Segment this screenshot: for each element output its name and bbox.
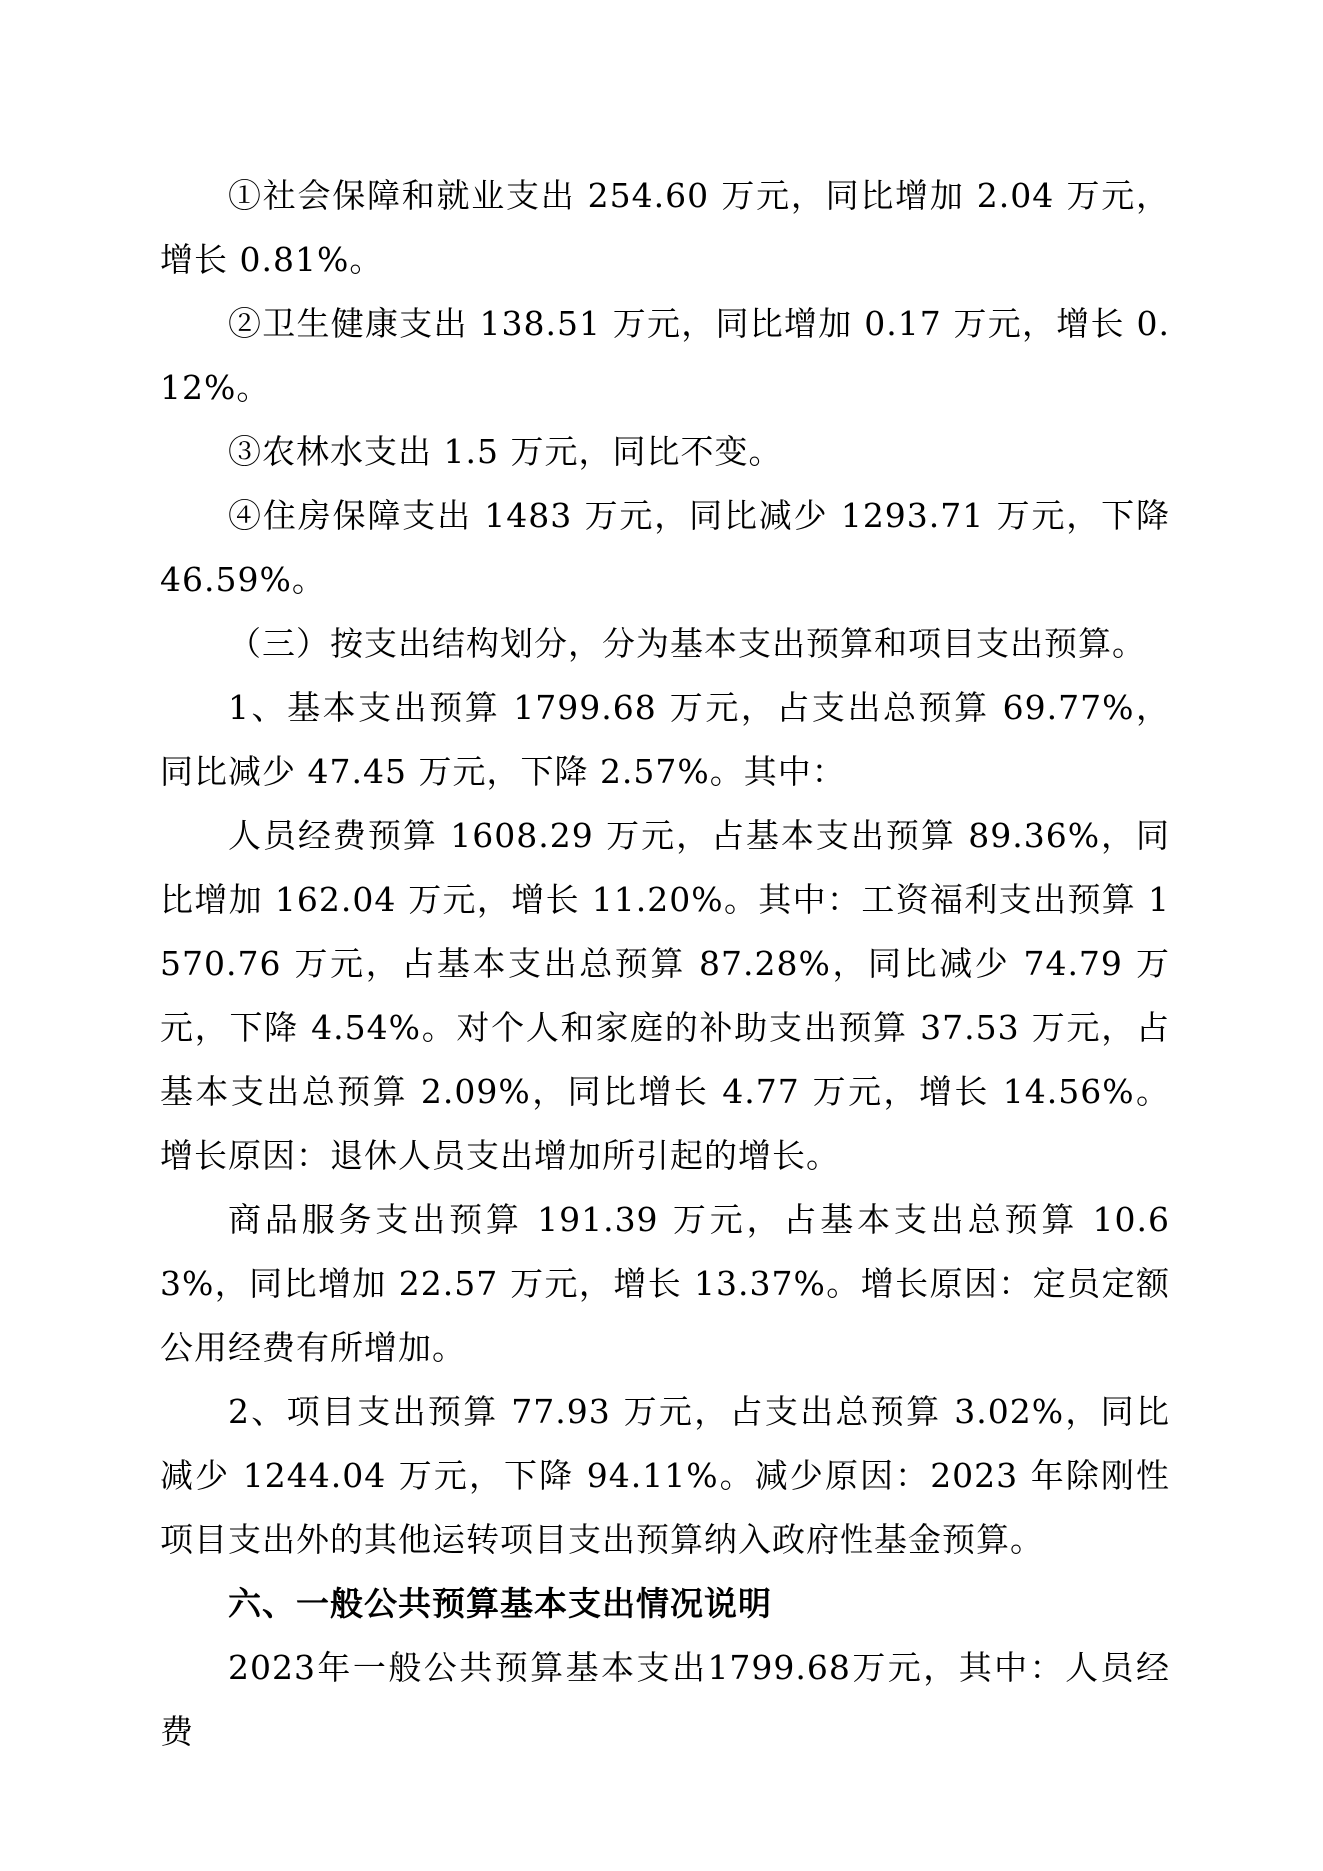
paragraph-goods-services: 商品服务支出预算 191.39 万元，占基本支出总预算 10.63%，同比增加 22.57 万元，增长 13.37%。增长原因：定员定额公用经费有所增加。	[160, 1200, 1170, 1367]
paragraph-general-budget: 2023年一般公共预算基本支出1799.68万元，其中：人员经费	[160, 1648, 1170, 1751]
paragraph-structure-intro: （三）按支出结构划分，分为基本支出预算和项目支出预算。	[228, 624, 1146, 663]
section-heading: 六、一般公共预算基本支出情况说明	[228, 1584, 772, 1623]
document-body	[160, 164, 1170, 1764]
paragraph-project-expenditure: 2、项目支出预算 77.93 万元，占支出总预算 3.02%，同比减少 1244.04 万元，下降 94.11%。减少原因：2023 年除刚性项目支出外的其他运转项目支出预算纳入政府性基金预算。	[160, 1392, 1170, 1559]
paragraph-agriculture: ③农林水支出 1.5 万元，同比不变。	[228, 432, 783, 471]
paragraph-housing: ④住房保障支出 1483 万元，同比减少 1293.71 万元，下降 46.59%。	[160, 496, 1170, 599]
paragraph-health: ②卫生健康支出 138.51 万元，同比增加 0.17 万元，增长 0.12%。	[160, 304, 1170, 407]
paragraph-personnel-funds: 人员经费预算 1608.29 万元，占基本支出预算 89.36%，同比增加 162.04 万元，增长 11.20%。其中：工资福利支出预算 1570.76 万元，占基本支出总预算 87.28%，同比减少 74.79 万元，下降 4.54%。对个人和家庭的补助支出预算 37.53 万元，占基本支出总预算 2.09%，同比增长 4.77 万元，增长 14.56%。增长原因：退休人员支出增加所引起的增长。	[160, 816, 1170, 1175]
paragraph-social-security: ①社会保障和就业支出 254.60 万元，同比增加 2.04 万元，增长 0.81%。	[160, 176, 1170, 279]
paragraph-basic-expenditure: 1、基本支出预算 1799.68 万元，占支出总预算 69.77%，同比减少 47.45 万元，下降 2.57%。其中：	[160, 688, 1170, 791]
